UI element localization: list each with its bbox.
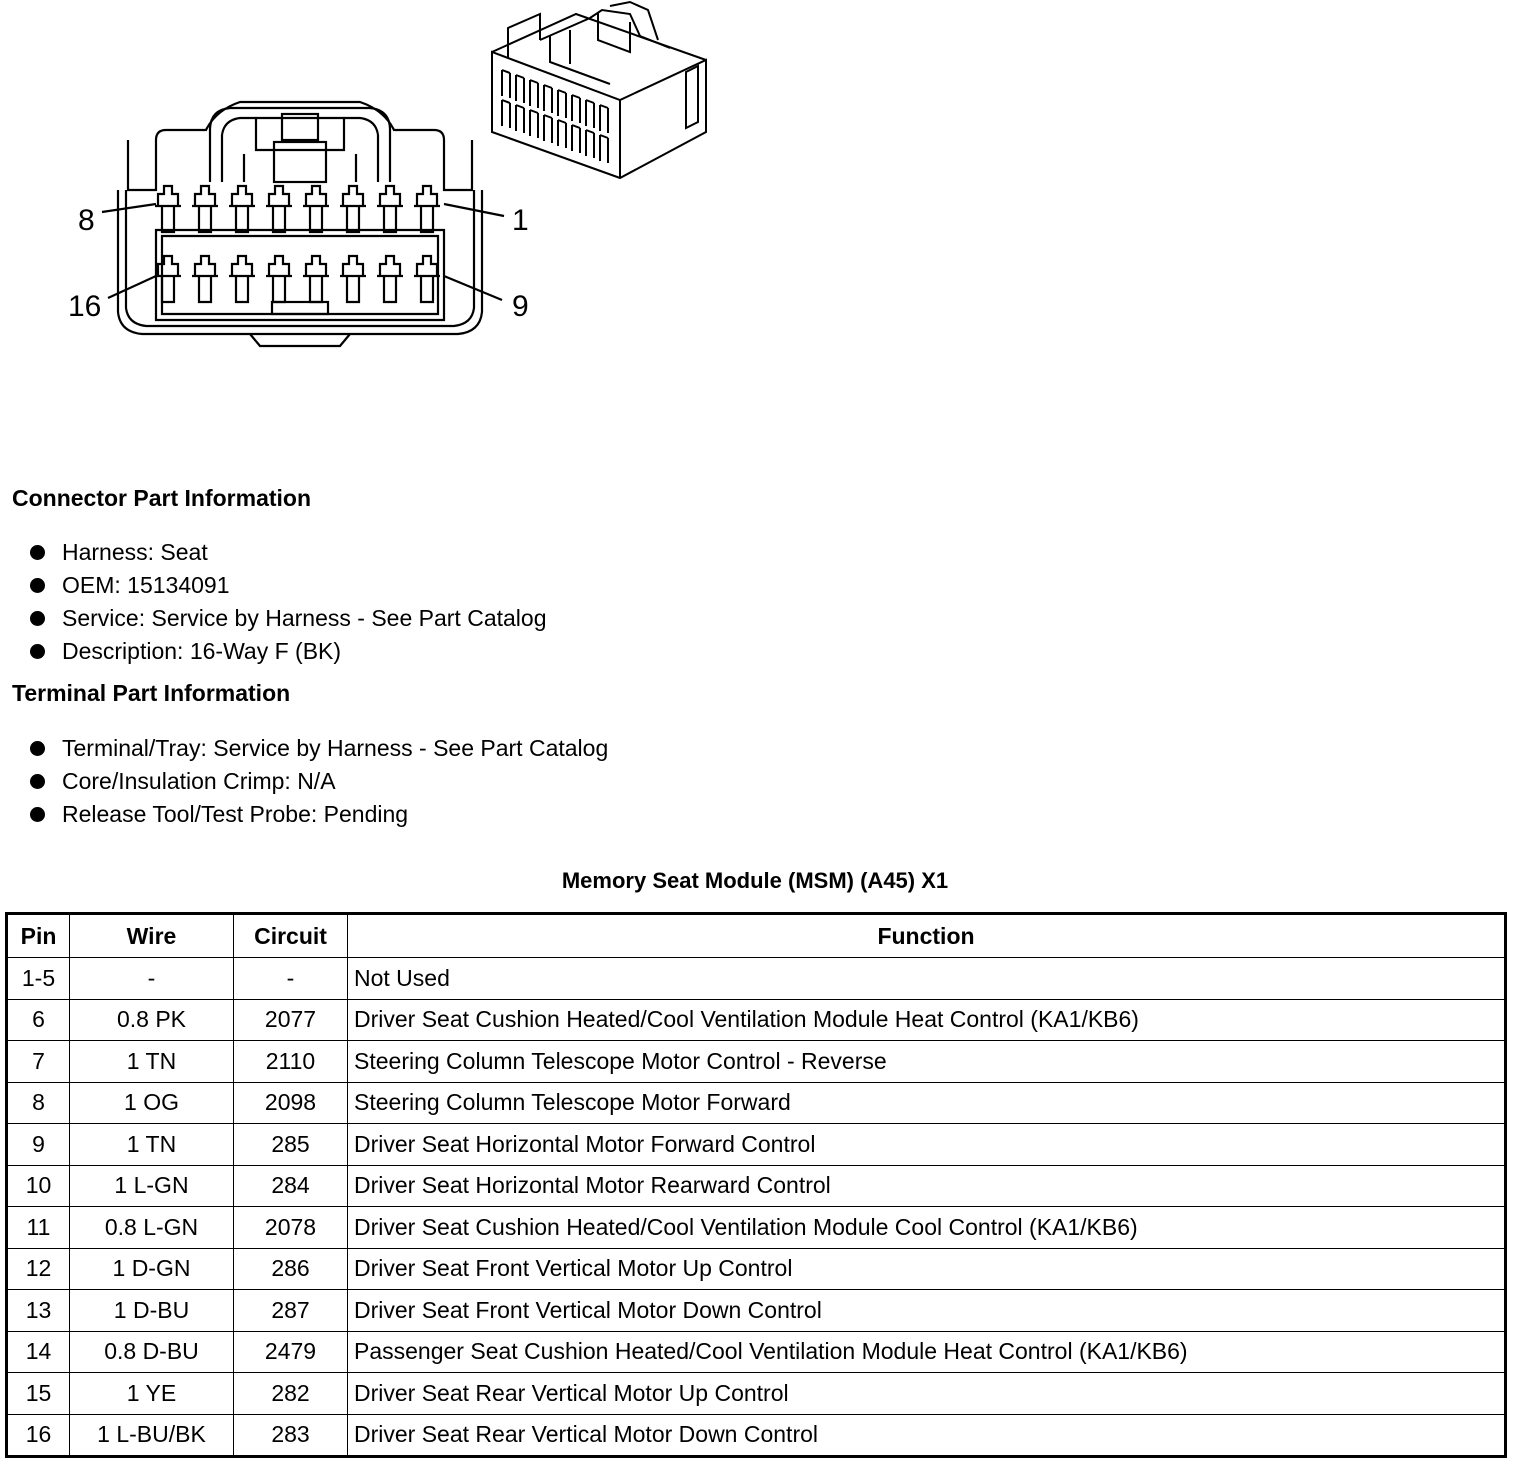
terminal-cavity — [303, 186, 329, 232]
terminal-cavity — [266, 186, 292, 232]
terminal-part-info-list — [28, 732, 608, 831]
terminal-cavity — [377, 186, 403, 232]
function-cell: Not Used — [348, 958, 1506, 1000]
pin-cell: 9 — [7, 1124, 70, 1166]
function-cell: Steering Column Telescope Motor Forward — [348, 1082, 1506, 1124]
terminal-cavity — [192, 256, 218, 302]
circuit-cell: 282 — [234, 1373, 348, 1415]
table-row — [7, 1207, 1506, 1249]
pin-cell: 8 — [7, 1082, 70, 1124]
wire-cell: 1 D-GN — [70, 1248, 234, 1290]
list-item — [28, 569, 546, 602]
function-cell: Driver Seat Front Vertical Motor Up Control — [348, 1248, 1506, 1290]
bullet-icon — [30, 644, 45, 659]
wire-cell: 1 L-BU/BK — [70, 1414, 234, 1457]
wire-cell: 1 TN — [70, 1041, 234, 1083]
terminal-cavity — [502, 100, 510, 128]
terminal-cavity — [516, 105, 524, 133]
connector-isometric-view-diagram — [480, 0, 720, 185]
column-header-wire: Wire — [70, 914, 234, 958]
circuit-cell: 2110 — [234, 1041, 348, 1083]
terminal-cavity — [544, 85, 552, 113]
terminal-cavity — [340, 256, 366, 302]
wire-cell: 1 OG — [70, 1082, 234, 1124]
terminal-cavity — [377, 256, 403, 302]
bullet-icon — [30, 774, 45, 789]
bullet-icon — [30, 807, 45, 822]
pin-cell: 1-5 — [7, 958, 70, 1000]
list-item-text: Harness: Seat — [62, 539, 208, 565]
table-row — [7, 1248, 1506, 1290]
table-row — [7, 1290, 1506, 1332]
pin-cell: 11 — [7, 1207, 70, 1249]
table-row — [7, 1082, 1506, 1124]
table-title: Memory Seat Module (MSM) (A45) X1 — [561, 868, 949, 893]
function-cell: Driver Seat Cushion Heated/Cool Ventilation Module Cool Control (KA1/KB6) — [348, 1207, 1506, 1249]
list-item — [28, 536, 546, 569]
bullet-icon — [30, 545, 45, 560]
terminal-cavity — [544, 115, 552, 143]
bullet-icon — [30, 578, 45, 593]
terminal-cavity — [558, 90, 566, 118]
pinout-table — [5, 912, 1507, 1458]
connector-front-view-diagram — [60, 90, 540, 360]
wire-cell: 0.8 PK — [70, 999, 234, 1041]
terminal-cavity — [266, 256, 292, 302]
list-item-text: Service: Service by Harness - See Part Catalog — [62, 605, 547, 631]
terminal-cavity — [340, 186, 366, 232]
circuit-cell: 283 — [234, 1414, 348, 1457]
terminal-cavity — [192, 186, 218, 232]
circuit-cell: 2479 — [234, 1331, 348, 1373]
table-row — [7, 1373, 1506, 1415]
circuit-cell: 2098 — [234, 1082, 348, 1124]
column-header-function: Function — [348, 914, 1506, 958]
connector-part-info-heading: Connector Part Information — [12, 485, 312, 511]
terminal-cavity — [414, 256, 440, 302]
list-item-text: Core/Insulation Crimp: N/A — [62, 768, 336, 794]
circuit-cell: 284 — [234, 1165, 348, 1207]
terminal-cavity — [229, 256, 255, 302]
pin-cell: 14 — [7, 1331, 70, 1373]
terminal-cavity — [586, 130, 594, 158]
bullet-icon — [30, 611, 45, 626]
table-row — [7, 1331, 1506, 1373]
terminal-cavity — [530, 80, 538, 108]
wire-cell: 1 YE — [70, 1373, 234, 1415]
pin-cell: 13 — [7, 1290, 70, 1332]
table-row — [7, 1124, 1506, 1166]
column-header-circuit: Circuit — [234, 914, 348, 958]
table-row — [7, 1165, 1506, 1207]
wire-cell: 1 L-GN — [70, 1165, 234, 1207]
wire-cell: 1 TN — [70, 1124, 234, 1166]
wire-cell: 0.8 L-GN — [70, 1207, 234, 1249]
terminal-cavity — [600, 105, 608, 133]
list-item — [28, 765, 608, 798]
pin-cell: 12 — [7, 1248, 70, 1290]
function-cell: Driver Seat Front Vertical Motor Down Control — [348, 1290, 1506, 1332]
pin-cell: 10 — [7, 1165, 70, 1207]
list-item-text: OEM: 15134091 — [62, 572, 230, 598]
function-cell: Driver Seat Rear Vertical Motor Down Control — [348, 1414, 1506, 1457]
circuit-cell: 287 — [234, 1290, 348, 1332]
circuit-cell: 285 — [234, 1124, 348, 1166]
circuit-cell: 2078 — [234, 1207, 348, 1249]
terminal-cavity — [530, 110, 538, 138]
list-item — [28, 635, 546, 668]
pin-cell: 15 — [7, 1373, 70, 1415]
list-item-text: Terminal/Tray: Service by Harness - See Part Catalog — [62, 735, 609, 761]
table-row — [7, 1414, 1506, 1457]
pin-label-9: 9 — [512, 290, 529, 323]
table-row — [7, 1041, 1506, 1083]
terminal-cavity — [516, 75, 524, 103]
terminal-cavity — [558, 120, 566, 148]
pin-label-8: 8 — [78, 204, 95, 237]
list-item — [28, 798, 608, 831]
pin-label-16: 16 — [68, 290, 102, 323]
terminal-cavity — [502, 70, 510, 98]
bullet-icon — [30, 741, 45, 756]
wire-cell: - — [70, 958, 234, 1000]
function-cell: Driver Seat Cushion Heated/Cool Ventilation Module Heat Control (KA1/KB6) — [348, 999, 1506, 1041]
wire-cell: 1 D-BU — [70, 1290, 234, 1332]
function-cell: Driver Seat Horizontal Motor Rearward Control — [348, 1165, 1506, 1207]
terminal-cavity — [155, 256, 181, 302]
terminal-cavity — [586, 100, 594, 128]
list-item — [28, 602, 546, 635]
terminal-cavity — [155, 186, 181, 232]
pin-cell: 6 — [7, 999, 70, 1041]
terminal-cavity — [303, 256, 329, 302]
function-cell: Driver Seat Rear Vertical Motor Up Control — [348, 1373, 1506, 1415]
list-item — [28, 732, 608, 765]
pin-cell: 16 — [7, 1414, 70, 1457]
terminal-part-info-heading: Terminal Part Information — [12, 680, 291, 706]
circuit-cell: - — [234, 958, 348, 1000]
function-cell: Steering Column Telescope Motor Control - Reverse — [348, 1041, 1506, 1083]
wire-cell: 0.8 D-BU — [70, 1331, 234, 1373]
list-item-text: Release Tool/Test Probe: Pending — [62, 801, 409, 827]
list-item-text: Description: 16-Way F (BK) — [62, 638, 342, 664]
function-cell: Passenger Seat Cushion Heated/Cool Ventilation Module Heat Control (KA1/KB6) — [348, 1331, 1506, 1373]
circuit-cell: 286 — [234, 1248, 348, 1290]
pin-cell: 7 — [7, 1041, 70, 1083]
pin-label-1: 1 — [512, 204, 529, 237]
table-header-row — [7, 914, 1506, 958]
terminal-cavity — [414, 186, 440, 232]
table-row — [7, 958, 1506, 1000]
circuit-cell: 2077 — [234, 999, 348, 1041]
table-row — [7, 999, 1506, 1041]
column-header-pin: Pin — [7, 914, 70, 958]
function-cell: Driver Seat Horizontal Motor Forward Control — [348, 1124, 1506, 1166]
terminal-cavity — [600, 135, 608, 163]
terminal-cavity — [572, 95, 580, 123]
terminal-cavity — [229, 186, 255, 232]
terminal-cavity — [572, 125, 580, 153]
connector-part-info-list — [28, 536, 546, 668]
